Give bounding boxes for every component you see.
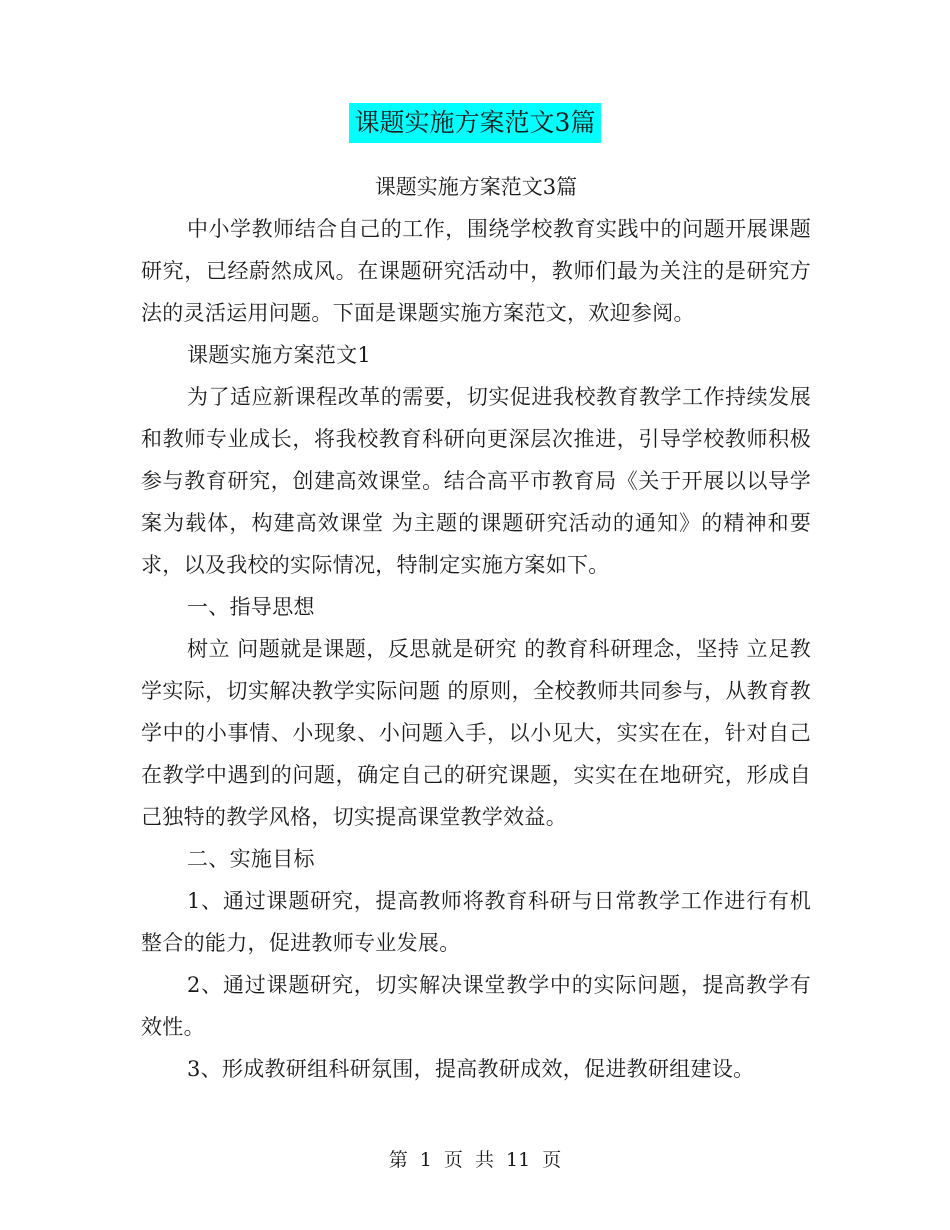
background-paragraph: 为了适应新课程改革的需要，切实促进我校教育教学工作持续发展和教师专业成长，将我校教育科研向更深层次推进，引导学校教师积极参与教育研究，创建高效课堂。结合高平市教育局《关于开展以以导学案为载体，构建高效课堂 为主题的课题研究活动的通知》的精神和要求，以及我校的实际情况，特制定实施方案如下。: [141, 385, 811, 577]
section-heading-guiding-thought: 一、指导思想: [187, 595, 315, 619]
document-body: [141, 166, 811, 1090]
page-footer: 第 1 页 共 11 页: [388, 1149, 562, 1171]
guiding-thought-paragraph: 树立 问题就是课题，反思就是研究 的教育科研理念，坚持 立足教学实际，切实解决教学实际问题 的原则，全校教师共同参与，从教育教学中的小事情、小现象、小问题入手，以小见大，实实在在，针对自己在教学中遇到的问题，确定自己的研究课题，实实在在地研究，形成自己独特的教学风格，切实提高课堂教学效益。: [141, 637, 811, 829]
goal-item-3: 3、形成教研组科研氛围，提高教研成效，促进教研组建设。: [187, 1057, 755, 1081]
goal-item-2: 2、通过课题研究，切实解决课堂教学中的实际问题，提高教学有效性。: [141, 973, 811, 1039]
document-title: 课题实施方案范文3篇: [349, 103, 601, 143]
document-subtitle: 课题实施方案范文3篇: [374, 175, 578, 199]
section-heading-goals: 二、实施目标: [187, 847, 315, 871]
section-heading-sample-1: 课题实施方案范文1: [187, 343, 372, 367]
intro-paragraph: 中小学教师结合自己的工作，围绕学校教育实践中的问题开展课题研究，已经蔚然成风。在课题研究活动中，教师们最为关注的是研究方法的灵活运用问题。下面是课题实施方案范文，欢迎参阅。: [141, 217, 811, 325]
goal-item-1: 1、通过课题研究，提高教师将教育科研与日常教学工作进行有机整合的能力，促进教师专业发展。: [141, 889, 811, 955]
